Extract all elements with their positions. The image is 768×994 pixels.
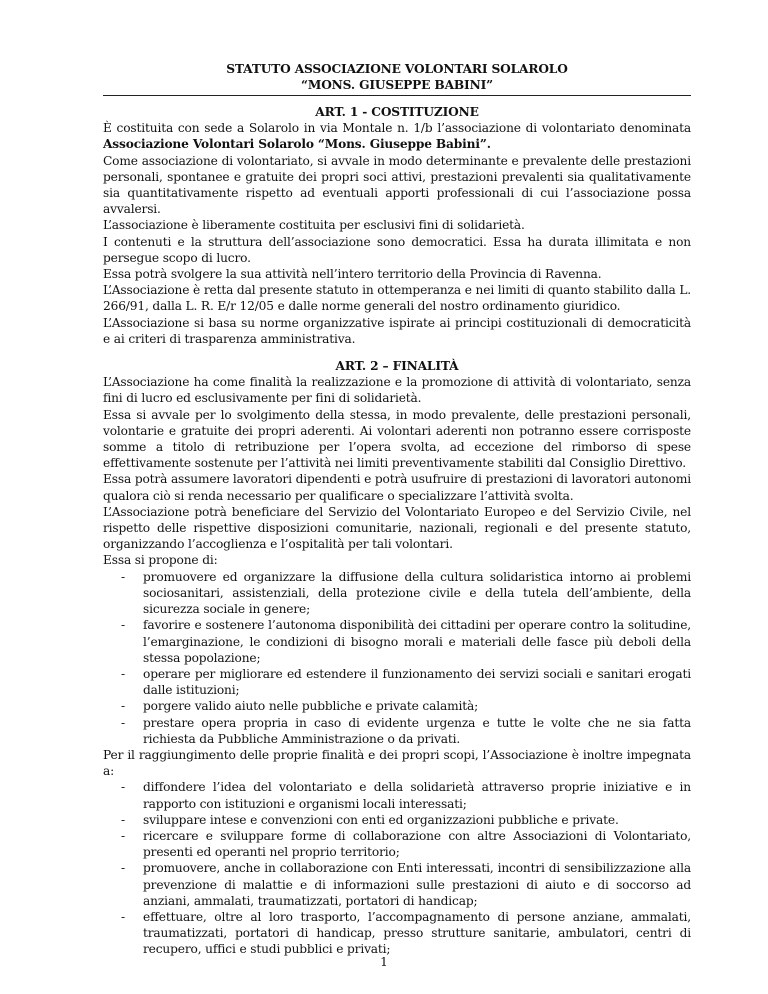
- document-page: [103, 62, 691, 958]
- list-item: - sviluppare intese e convenzioni con enti ed organizzazioni pubbliche e private.: [121, 812, 619, 827]
- article-1-paragraph: L’Associazione è retta dal presente statuto in ottemperanza e nei limiti di quanto stabilito dalla L. 266/91, dalla L. R. E/r 12/05 e dalle norme generali del nostro ordinamento giuridico.: [103, 283, 691, 314]
- article-2-paragraph: L’Associazione ha come finalità la realizzazione e la promozione di attività di volontariato, senza fini di lucro ed esclusivamente per fini di solidarietà.: [103, 375, 691, 406]
- section-spacer: [103, 347, 691, 358]
- dash-bullet: -: [121, 699, 125, 714]
- list-item: - promuovere ed organizzare la diffusione della cultura solidaristica intorno ai problemi sociosanitari, assistenziali, della protezione civile e della tutela dell’ambiente, della sicurezza sociale in genere;: [121, 569, 691, 617]
- dash-bullet: -: [121, 618, 125, 633]
- list-item: - prestare opera propria in caso di evidente urgenza e tutte le volte che ne sia fatta richiesta da Pubbliche Amministrazione o da privati.: [121, 715, 691, 746]
- document-header: [103, 62, 691, 93]
- article-1-paragraph: Essa potrà svolgere la sua attività nell’intero territorio della Provincia di Ravenna.: [103, 267, 602, 282]
- list-item: - diffondere l’idea del volontariato e della solidarietà attraverso proprie iniziative e in rapporto con istituzioni e organismi locali interessati;: [121, 780, 691, 811]
- dash-bullet: -: [121, 909, 125, 924]
- article-2-paragraph: L’Associazione potrà beneficiare del Servizio del Volontariato Europeo e del Servizio Civile, nel rispetto delle rispettive disposizioni comunitarie, nazionali, regionali e del presente statuto, organizzando l’accoglienza e l’ospitalità per tali volontari.: [103, 504, 691, 552]
- article-2-paragraph: Essa si propone di:: [103, 553, 218, 568]
- list-item: - effettuare, oltre al loro trasporto, l’accompagnamento di persone anziane, ammalati, traumatizzati, portatori di handicap, presso strutture sanitarie, ambulatori, centri di recupero, uffici e studi pubblici e privati;: [121, 909, 691, 957]
- article-2-paragraph: Essa potrà assumere lavoratori dipendenti e potrà usufruire di prestazioni di lavoratori autonomi qualora ciò si renda necessario per qualificare o specializzare l’attività svolta.: [103, 472, 691, 503]
- dash-bullet: -: [121, 780, 125, 795]
- article-1-paragraph: I contenuti e la struttura dell’associazione sono democratici. Essa ha durata illimitata e non persegue scopo di lucro.: [103, 234, 691, 265]
- dash-bullet: -: [121, 666, 125, 681]
- article-1-title: ART. 1 - COSTITUZIONE: [315, 105, 479, 119]
- list-item: - promuovere, anche in collaborazione con Enti interessati, incontri di sensibilizzazione alla prevenzione di malattie e di informazioni sulle prestazioni di aiuto e di soccorso ad anziani, ammalati, traumatizzati, portatori di handicap;: [121, 861, 691, 908]
- header-divider: [103, 95, 691, 96]
- dash-bullet: -: [121, 861, 125, 876]
- article-2-title: ART. 2 – FINALITÀ: [335, 359, 459, 374]
- dash-bullet: -: [121, 812, 125, 827]
- dash-bullet: -: [121, 828, 125, 843]
- list-item: - porgere valido aiuto nelle pubbliche e private calamità;: [121, 699, 479, 714]
- document-title: STATUTO ASSOCIAZIONE VOLONTARI SOLAROLO: [226, 62, 568, 76]
- commitments-list: [103, 779, 691, 957]
- purposes-list: [103, 569, 691, 747]
- page-number: 1: [380, 955, 388, 969]
- document-subtitle: “MONS. GIUSEPPE BABINI”: [301, 77, 493, 92]
- dash-bullet: -: [121, 715, 125, 730]
- article-1-paragraph: L’Associazione si basa su norme organizzative ispirate ai principi costituzionali di democraticità e ai criteri di trasparenza amministrativa.: [103, 315, 691, 346]
- article-1-paragraph: L’associazione è liberamente costituita per esclusivi fini di solidarietà.: [103, 218, 525, 233]
- list-item: - operare per migliorare ed estendere il funzionamento dei servizi sociali e sanitari erogati dalle istituzioni;: [121, 666, 691, 698]
- article-2-paragraph: Essa si avvale per lo svolgimento della stessa, in modo prevalente, delle prestazioni personali, volontarie e gratuite dei propri aderenti. Ai volontari aderenti non potranno essere corrisposte somme a titolo di retribuzione per l’opera svolta, ad eccezione del rimborso di spese effettivamente sostenute per l’attività nei limiti preventivamente stabiliti dal Consiglio Direttivo.: [103, 407, 691, 471]
- article-1-paragraph-1: [103, 120, 691, 152]
- dash-bullet: -: [121, 569, 125, 584]
- association-name: Associazione Volontari Solarolo “Mons. Giuseppe Babini”.: [103, 137, 491, 152]
- list-item: - favorire e sostenere l’autonoma disponibilità dei cittadini per operare contro la solitudine, l’emarginazione, le condizioni di bisogno morali e materiali delle fasce più deboli della stessa popolazione;: [121, 618, 691, 665]
- list-item: - ricercare e sviluppare forme di collaborazione con altre Associazioni di Volontariato, presenti ed operanti nel proprio territorio;: [121, 828, 691, 860]
- article-1-paragraph: Come associazione di volontariato, si avvale in modo determinante e prevalente delle prestazioni personali, spontanee e gratuite dei propri soci attivi, prestazioni prevalenti sia qualitativamente sia quantitativamente rispetto ad eventuali apporti professionali di cui l’associazione possa avvalersi.: [103, 153, 691, 217]
- article-1-intro-text: È costituita con sede a Solarolo in via Montale n. 1/b l’associazione di volontariato denominata: [103, 121, 691, 136]
- commitments-intro: Per il raggiungimento delle proprie finalità e dei propri scopi, l’Associazione è inoltre impegnata a:: [103, 747, 691, 779]
